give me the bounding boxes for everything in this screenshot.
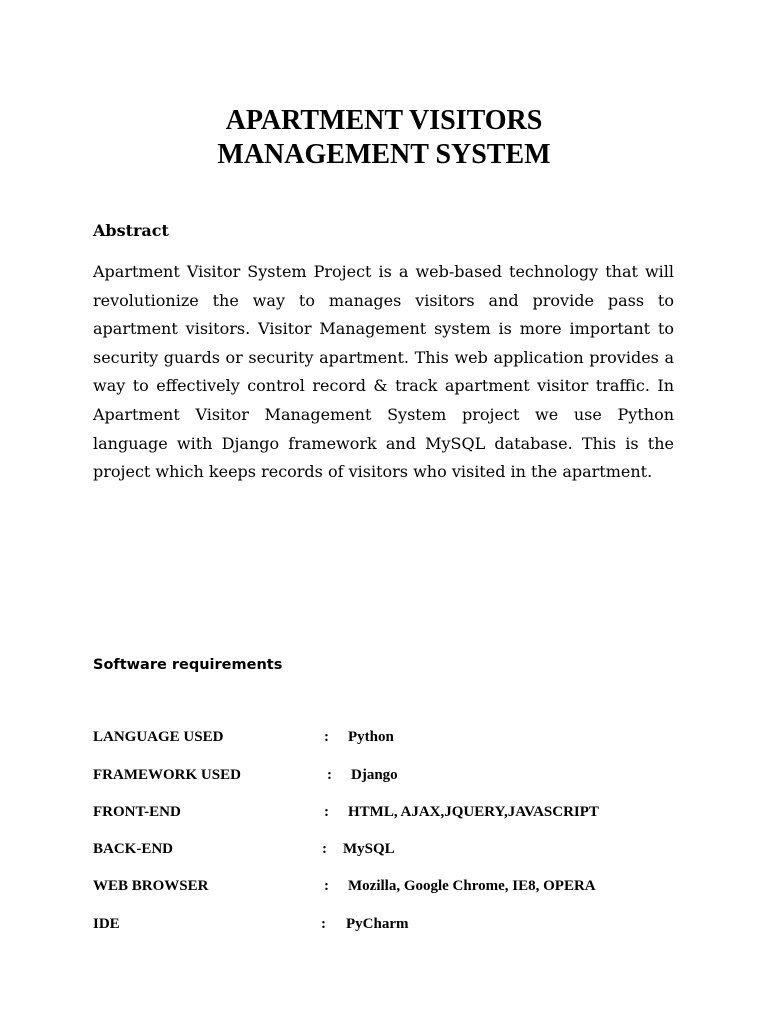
requirement-row-front-end <box>93 801 693 823</box>
title-line-1: APARTMENT VISITORS <box>225 105 543 136</box>
requirement-separator: : <box>324 878 329 894</box>
document-title <box>0 104 768 172</box>
requirement-value: Python <box>348 729 394 745</box>
requirement-label: LANGUAGE USED <box>93 729 224 745</box>
requirement-label: WEB BROWSER <box>93 878 209 894</box>
requirement-value: PyCharm <box>346 916 409 932</box>
requirement-row-language <box>93 726 693 748</box>
requirement-value: HTML, AJAX,JQUERY,JAVASCRIPT <box>348 804 599 820</box>
requirement-value: Mozilla, Google Chrome, IE8, OPERA <box>348 878 596 894</box>
requirement-label: IDE <box>93 916 120 932</box>
requirement-separator: : <box>324 804 329 820</box>
requirement-separator: : <box>327 767 332 783</box>
requirement-row-back-end <box>93 838 693 860</box>
requirement-separator: : <box>321 916 326 932</box>
requirement-row-web-browser <box>93 875 693 897</box>
title-line-2: MANAGEMENT SYSTEM <box>217 139 551 170</box>
requirement-value: Django <box>351 767 398 783</box>
requirement-separator: : <box>324 729 329 745</box>
requirement-label: FRAMEWORK USED <box>93 767 241 783</box>
requirement-value: MySQL <box>343 841 395 857</box>
requirement-row-ide <box>93 913 693 935</box>
abstract-heading: Abstract <box>93 221 169 240</box>
requirement-row-framework <box>93 764 693 786</box>
abstract-paragraph: Apartment Visitor System Project is a web-based technology that will revolutionize the way to manages visitors and provide pass to apartment visitors. Visitor Management system is more important to security guards or security apartment. This web application provides a way to effectively control record & track apartment visitor traffic. In Apartment Visitor Management System project we use Python language with Django framework and MySQL database. This is the project which keeps records of visitors who visited in the apartment. <box>93 262 674 482</box>
requirement-separator: : <box>322 841 327 857</box>
requirement-label: BACK-END <box>93 841 174 857</box>
software-requirements-heading: Software requirements <box>93 657 283 673</box>
requirement-label: FRONT-END <box>93 804 181 820</box>
